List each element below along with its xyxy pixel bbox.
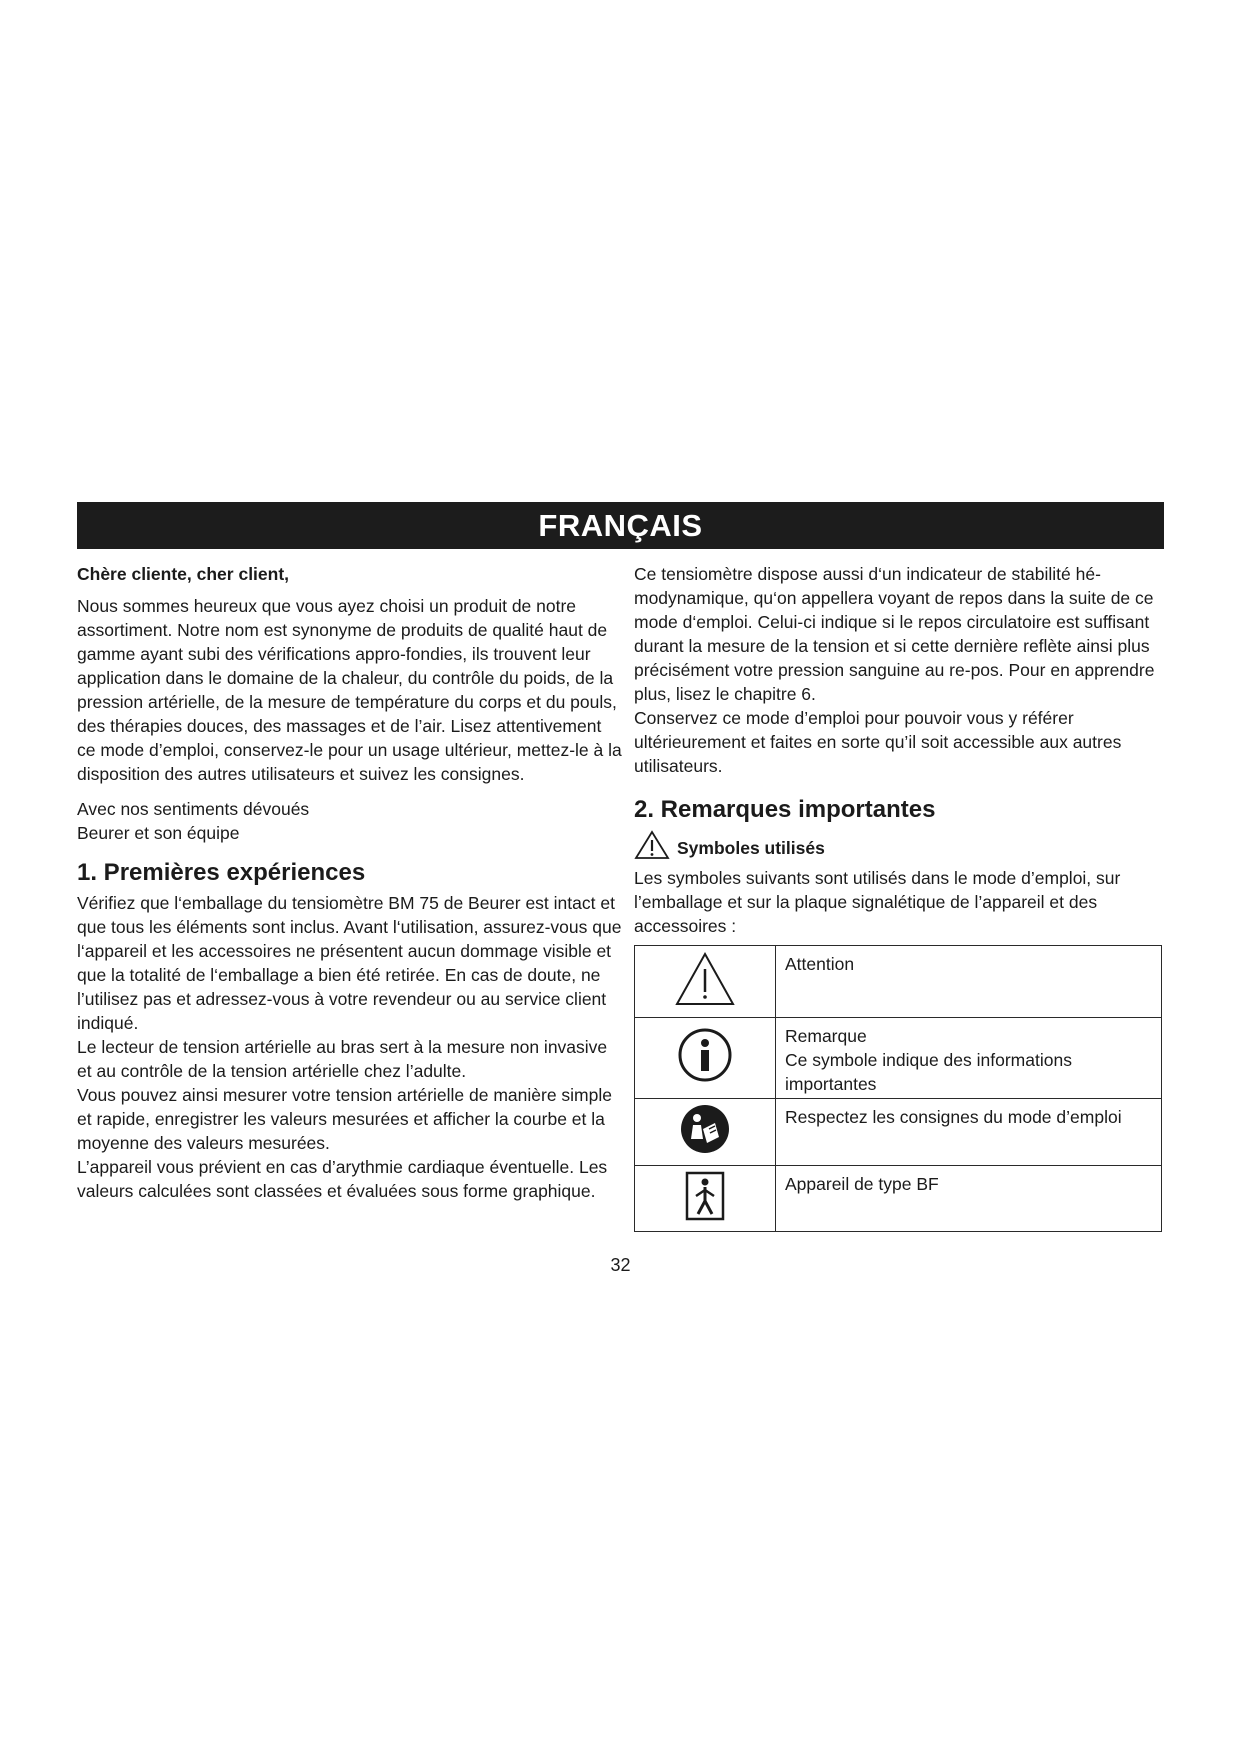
symbol-row-type-bf: [635, 1166, 1162, 1232]
symbols-intro: Les symboles suivants sont utilisés dans le mode d’emploi, sur l’emballage et sur la plaque signalétique de l’appareil et des accessoires :: [634, 868, 1121, 936]
section-1-paragraph-3: Vous pouvez ainsi mesurer votre tension artérielle de manière simple et rapide, enregistrer les valeurs mesurées et afficher la courbe et la moyenne des valeurs mesurées.: [77, 1085, 612, 1153]
intro-paragraph: Nous sommes heureux que vous ayez choisi un produit de notre assortiment. Notre nom est synonyme de produits de qualité haut de gamme ayant subi des vérifications appro-fondies, ils trouvent leur application dans le domaine de la chaleur, du contrôle du poids, de la pression artérielle, de la mesure de température du corps et du pouls, des thérapies douces, des massages et de l’air. Lisez attentivement ce mode d’emploi, conservez-le pour un usage ultérieur, mettez-le à la disposition des autres utilisateurs et suivez les consignes.: [77, 596, 622, 784]
section-1-paragraph-1: Vérifiez que l‘emballage du tensiomètre BM 75 de Beurer est intact et que tous les éléments sont inclus. Avant l‘utilisation, assurez-vous que l‘appareil et les accessoires ne présentent aucun dommage visible et que la totalité de l‘emballage a bien été retirée. En cas de doute, ne l’utilisez pas et adressez-vous à votre revendeur ou au service client indiqué.: [77, 893, 622, 1033]
symbol-row-consignes: [635, 1099, 1162, 1166]
symbol-text-cell: [776, 1099, 1162, 1166]
left-column: [77, 562, 622, 1203]
symbol-row-remarque: [635, 1018, 1162, 1099]
info-circle-icon: [677, 1027, 733, 1083]
symbol-row-attention: [635, 946, 1162, 1018]
banner-title: FRANÇAIS: [538, 507, 703, 543]
symbol-label: Remarque: [785, 1026, 867, 1046]
symbol-text-cell: [776, 1018, 1162, 1099]
type-bf-body-icon: [685, 1171, 725, 1221]
section-1-paragraph-4: L’appareil vous prévient en cas d’arythmie cardiaque éventuelle. Les valeurs calculées sont classées et évaluées sous forme graphique.: [77, 1157, 608, 1201]
section-1-heading: 1. Premières expériences: [77, 859, 366, 886]
symbol-icon-cell: [635, 1018, 776, 1099]
right-column: [634, 562, 1164, 1232]
symbol-text-cell: [776, 946, 1162, 1018]
stability-paragraph: Ce tensiomètre dispose aussi d‘un indicateur de stabilité hé-modynamique, qu‘on appellera voyant de repos dans la suite de ce mode d‘emploi. Celui-ci indique si le repos circulatoire est suffisant durant la mesure de la tension et si cette dernière reflète ainsi plus précisément votre pression sanguine au re-pos. Pour en apprendre plus, lisez le chapitre 6.: [634, 564, 1155, 704]
symbols-heading-label: Symboles utilisés: [677, 838, 825, 858]
symbol-icon-cell: [635, 946, 776, 1018]
keep-manual-paragraph: Conservez ce mode d’emploi pour pouvoir vous y référer ultérieurement et faites en sorte qu’il soit accessible aux autres utilisateurs.: [634, 708, 1122, 776]
symbol-label: Respectez les consignes du mode d’emploi: [785, 1107, 1122, 1127]
read-manual-icon: [679, 1103, 731, 1155]
symbol-icon-cell: [635, 1099, 776, 1166]
salutation: Chère cliente, cher client,: [77, 564, 290, 584]
warning-icon: [634, 830, 670, 860]
language-banner: [77, 502, 1164, 549]
warning-triangle-icon: [674, 951, 736, 1007]
symbol-label: Appareil de type BF: [785, 1174, 939, 1194]
symbol-text-cell: [776, 1166, 1162, 1232]
closing-line-2: Beurer et son équipe: [77, 823, 240, 843]
symbols-heading: [634, 830, 1164, 860]
symbol-icon-cell: [635, 1166, 776, 1232]
symbols-table: [634, 945, 1162, 1232]
symbol-description: Ce symbole indique des informations importantes: [785, 1050, 1072, 1094]
closing-line-1: Avec nos sentiments dévoués: [77, 799, 310, 819]
section-2-heading: 2. Remarques importantes: [634, 796, 936, 823]
page-number: 32: [610, 1255, 631, 1275]
section-1-paragraph-2: Le lecteur de tension artérielle au bras sert à la mesure non invasive et au contrôle de la tension artérielle chez l’adulte.: [77, 1037, 608, 1081]
symbol-label: Attention: [785, 954, 855, 974]
